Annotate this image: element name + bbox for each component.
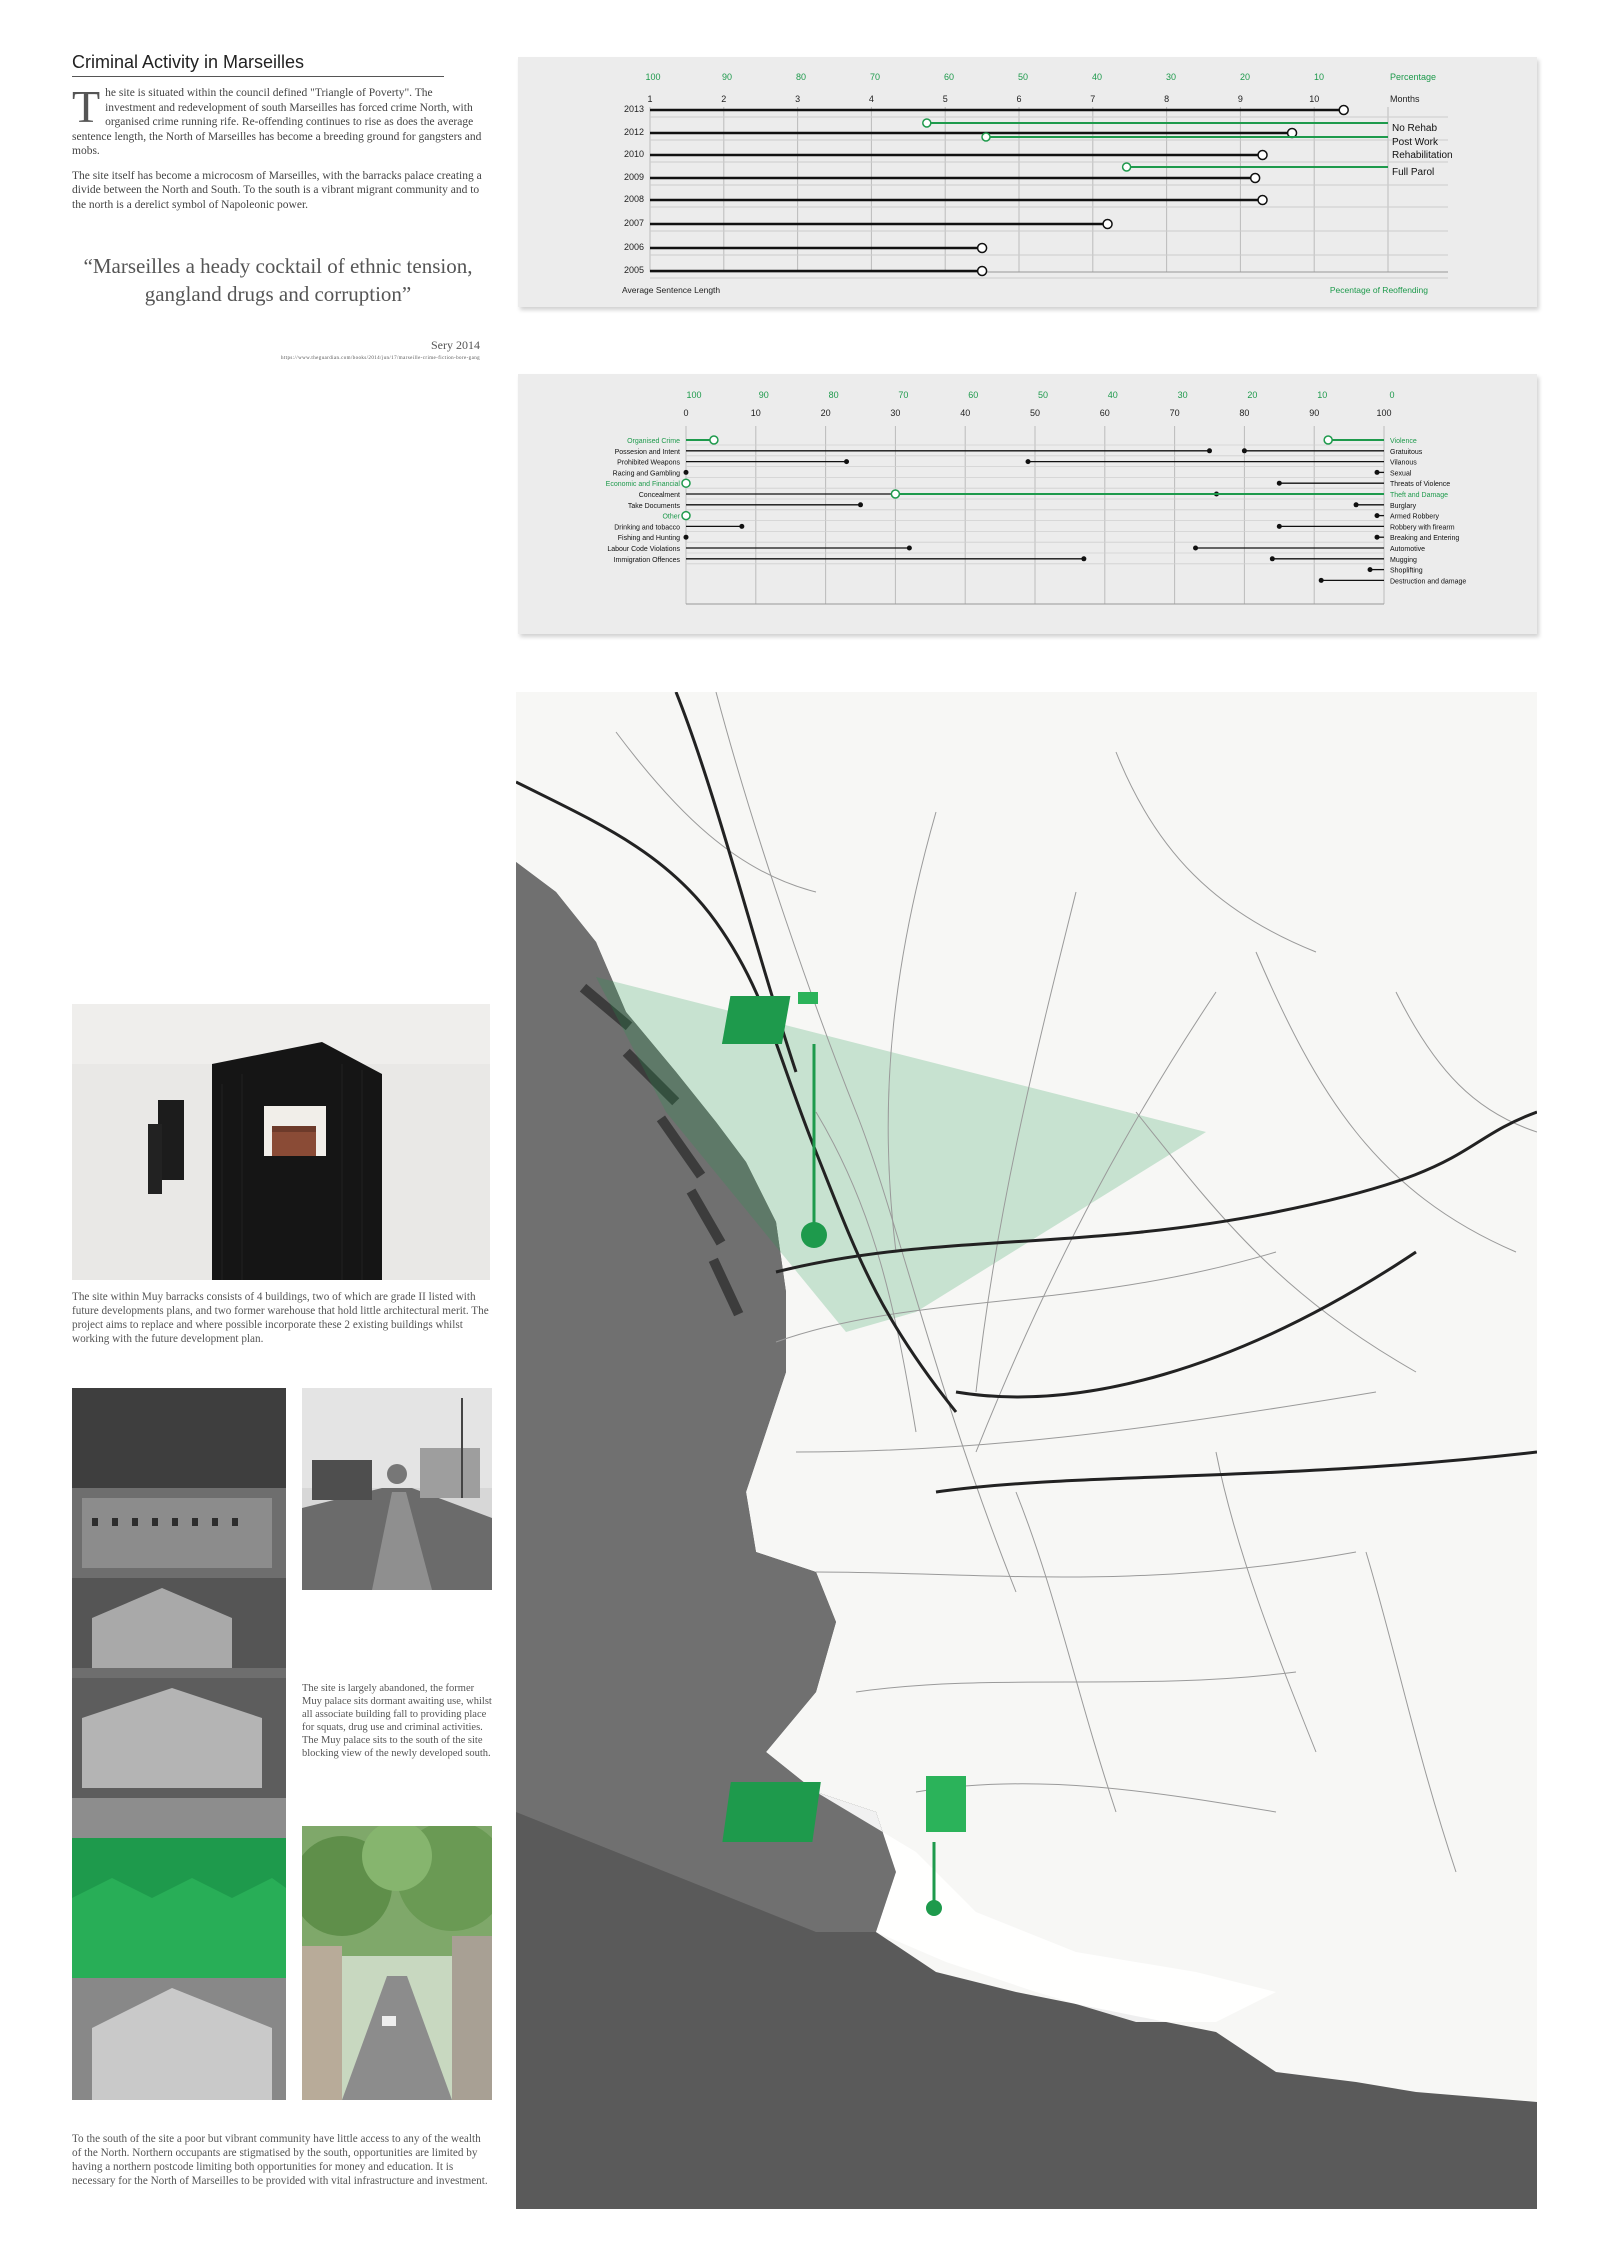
sentence-reoffending-chart	[518, 57, 1537, 307]
left-category-label: Take Documents	[627, 502, 680, 510]
year-label: 2013	[623, 104, 644, 114]
sentence-point	[978, 244, 987, 253]
month-tick-label: 8	[1164, 94, 1170, 104]
crime-categories-chart	[518, 374, 1537, 634]
sentence-point	[1339, 106, 1348, 115]
reoffending-label: No Rehab	[1392, 123, 1438, 134]
aerial-photo	[72, 1388, 286, 2100]
left-category-point	[858, 502, 863, 507]
left-category-label: Racing and Gambling	[612, 470, 680, 478]
marseilles-map	[516, 692, 1537, 2209]
top-tick-label: 40	[1107, 390, 1118, 400]
sentence-point	[1103, 220, 1112, 229]
year-label: 2012	[623, 127, 644, 137]
quote-source-url: https://www.theguardian.com/books/2014/jun/17/marseille-crime-fiction-bore-gang	[280, 356, 480, 361]
left-category-point	[684, 470, 689, 475]
left-category-label: Concealment	[638, 492, 680, 499]
bottom-tick-label: 10	[750, 408, 761, 418]
year-label: 2005	[623, 265, 644, 275]
percentage-tick-label: 90	[721, 72, 733, 82]
right-category-point	[1270, 556, 1275, 561]
reoffending-label: Full Parol	[1392, 167, 1435, 178]
percentage-tick-label: 20	[1239, 72, 1251, 82]
percentage-tick-label: 70	[869, 72, 881, 82]
left-category-point	[907, 546, 912, 551]
right-category-point	[1026, 459, 1031, 464]
bottom-tick-label: 80	[1239, 408, 1250, 418]
year-label: 2006	[623, 242, 644, 252]
percentage-tick-label: 60	[943, 72, 955, 82]
right-category-label: Shoplifting	[1390, 567, 1423, 575]
left-category-label: Labour Code Violations	[607, 546, 680, 553]
percentage-tick-label: 40	[1091, 72, 1103, 82]
bottom-tick-label: 70	[1169, 408, 1180, 418]
right-category-point	[1375, 513, 1380, 518]
street-photo-abandoned	[302, 1388, 492, 1590]
reoffending-point	[923, 119, 931, 127]
left-category-label: Organised Crime	[627, 438, 680, 445]
right-category-label: Robbery with firearm	[1390, 524, 1455, 532]
top-tick-label: 10	[1317, 390, 1328, 400]
left-category-point	[682, 512, 690, 520]
right-category-point	[1277, 481, 1282, 486]
right-category-point	[891, 490, 899, 498]
months-axis-label: Months	[1390, 94, 1420, 104]
right-category-label: Armed Robbery	[1390, 513, 1440, 521]
crime-chart-panel	[518, 374, 1537, 634]
percentage-tick-label: 30	[1165, 72, 1177, 82]
dropcap: T	[72, 81, 101, 132]
page-title: Criminal Activity in Marseilles	[72, 52, 444, 77]
left-category-label: Economic and Financial	[605, 481, 680, 489]
reoffending-axis-label: Pecentage of Reoffending	[1329, 285, 1428, 295]
right-category-label: Theft and Damage	[1390, 492, 1448, 499]
left-category-label: Possesion and Intent	[614, 448, 680, 456]
right-category-label: Burglary	[1390, 502, 1417, 510]
left-category-point	[1207, 448, 1212, 453]
right-category-point	[1319, 578, 1324, 583]
bottom-tick-label: 20	[820, 408, 831, 418]
right-category-label: Automotive	[1390, 546, 1426, 553]
month-tick-label: 2	[721, 94, 727, 104]
left-category-label: Prohibited Weapons	[617, 459, 680, 467]
model-caption: The site within Muy barracks consists of 4 buildings, two of which are grade II listed with future developments plans, and two former warehouse that hold little architectural merit. The project aims to replace and where possible incorporate these 2 existing buildings whilst working with the future development plan.	[72, 1291, 489, 1345]
right-category-point	[1368, 567, 1373, 572]
right-category-point	[1375, 535, 1380, 540]
top-tick-label: 80	[828, 390, 839, 400]
sentence-point	[1258, 151, 1267, 160]
quote-author: Sery 2014	[431, 338, 480, 352]
left-category-label: Drinking and tobacco	[614, 524, 680, 532]
sentence-point	[1258, 196, 1267, 205]
left-category-point	[710, 436, 718, 444]
reoffending-point	[1123, 163, 1131, 171]
top-tick-label: 90	[758, 390, 769, 400]
month-tick-label: 10	[1309, 94, 1320, 104]
bottom-tick-label: 0	[683, 408, 689, 418]
pull-quote: “Marseilles a heady cocktail of ethnic tension, gangland drugs and corruption”	[83, 254, 473, 306]
intro-paragraph-2: The site itself has become a microcosm of Marseilles, with the barracks palace creating a divide between the North and South. To the south is a vibrant migrant community and to the north is a derelict symbol of Napoleonic power.	[72, 169, 482, 211]
left-category-label: Other	[662, 513, 680, 521]
intro-text	[72, 81, 484, 222]
left-category-point	[1081, 556, 1086, 561]
left-category-label: Fishing and Hunting	[617, 535, 680, 543]
bottom-tick-label: 100	[1376, 408, 1392, 418]
sentence-chart-panel	[518, 57, 1537, 307]
intro-paragraph-1: The site is situated within the council defined "Triangle of Poverty". The investment and redevelopment of south Marseilles has forced crime North, with organised crime running rife. Re-offending continues to rise as does the average sentence length, the North of Marseilles has become a breeding ground for gangsters and mobs.	[72, 81, 482, 157]
left-category-label: Immigration Offences	[613, 556, 680, 564]
month-tick-label: 6	[1016, 94, 1022, 104]
right-category-label: Sexual	[1390, 470, 1412, 478]
month-tick-label: 7	[1090, 94, 1096, 104]
left-category-point	[684, 535, 689, 540]
top-tick-label: 70	[898, 390, 909, 400]
sentence-point	[1251, 174, 1260, 183]
percentage-tick-label: 10	[1313, 72, 1325, 82]
bottom-tick-label: 60	[1099, 408, 1110, 418]
reoffending-label: Post Work	[1392, 137, 1438, 148]
percentage-tick-label: 80	[795, 72, 807, 82]
month-tick-label: 3	[795, 94, 801, 104]
right-category-label: Destruction and damage	[1390, 578, 1467, 586]
top-tick-label: 60	[968, 390, 979, 400]
street-photo-south	[302, 1826, 492, 2100]
right-category-label: Vilanous	[1390, 459, 1417, 467]
top-tick-label: 20	[1247, 390, 1258, 400]
right-category-label: Threats of Violence	[1390, 481, 1451, 489]
right-category-label: Breaking and Entering	[1390, 535, 1460, 543]
left-category-point	[844, 459, 849, 464]
reoffending-label: Rehabilitation	[1392, 150, 1453, 161]
top-tick-label: 30	[1177, 390, 1188, 400]
month-tick-label: 4	[868, 94, 874, 104]
month-tick-label: 5	[942, 94, 948, 104]
bottom-tick-label: 90	[1309, 408, 1320, 418]
left-category-point	[739, 524, 744, 529]
bottom-tick-label: 40	[960, 408, 971, 418]
top-tick-label: 100	[686, 390, 702, 400]
left-category-point	[682, 479, 690, 487]
sentence-point	[978, 267, 987, 276]
x-axis-label: Average Sentence Length	[622, 285, 721, 295]
year-label: 2010	[623, 149, 644, 159]
top-tick-label: 50	[1037, 390, 1049, 400]
percentage-axis-label: Percentage	[1390, 72, 1437, 82]
month-tick-label: 9	[1237, 94, 1243, 104]
right-category-point	[1193, 546, 1198, 551]
right-category-point	[1242, 448, 1247, 453]
month-tick-label: 1	[647, 94, 653, 104]
model-photo	[72, 1004, 490, 1280]
bottom-caption: To the south of the site a poor but vibrant community have little access to any of the wealth of the North. Northern occupants are stigmatised by the south, opportunities are limited by having a northern postcode limiting both opportunities for money and education. It is necessary for the North of Marseilles to be provided with vital infrastructure and investment.	[72, 2133, 488, 2187]
top-tick-label: 0	[1389, 390, 1395, 400]
right-category-point	[1324, 436, 1332, 444]
percentage-tick-label: 50	[1017, 72, 1029, 82]
right-category-point	[1375, 470, 1380, 475]
bottom-tick-label: 50	[1029, 408, 1041, 418]
right-category-point	[1354, 502, 1359, 507]
year-label: 2007	[623, 218, 644, 228]
reoffending-point	[982, 133, 990, 141]
street-caption: The site is largely abandoned, the former Muy palace sits dormant awaiting use, whilst all associate building fall to providing place for squats, drug use and criminal activities. The Muy palace sits to the south of the site blocking view of the newly developed south.	[302, 1683, 492, 1759]
right-category-point	[1277, 524, 1282, 529]
right-category-label: Mugging	[1390, 556, 1417, 564]
percentage-tick-label: 100	[645, 72, 661, 82]
right-category-label: Gratuitous	[1390, 448, 1423, 456]
bottom-tick-label: 30	[890, 408, 901, 418]
year-label: 2009	[623, 172, 644, 182]
year-label: 2008	[623, 194, 644, 204]
right-category-label: Violence	[1390, 438, 1417, 445]
